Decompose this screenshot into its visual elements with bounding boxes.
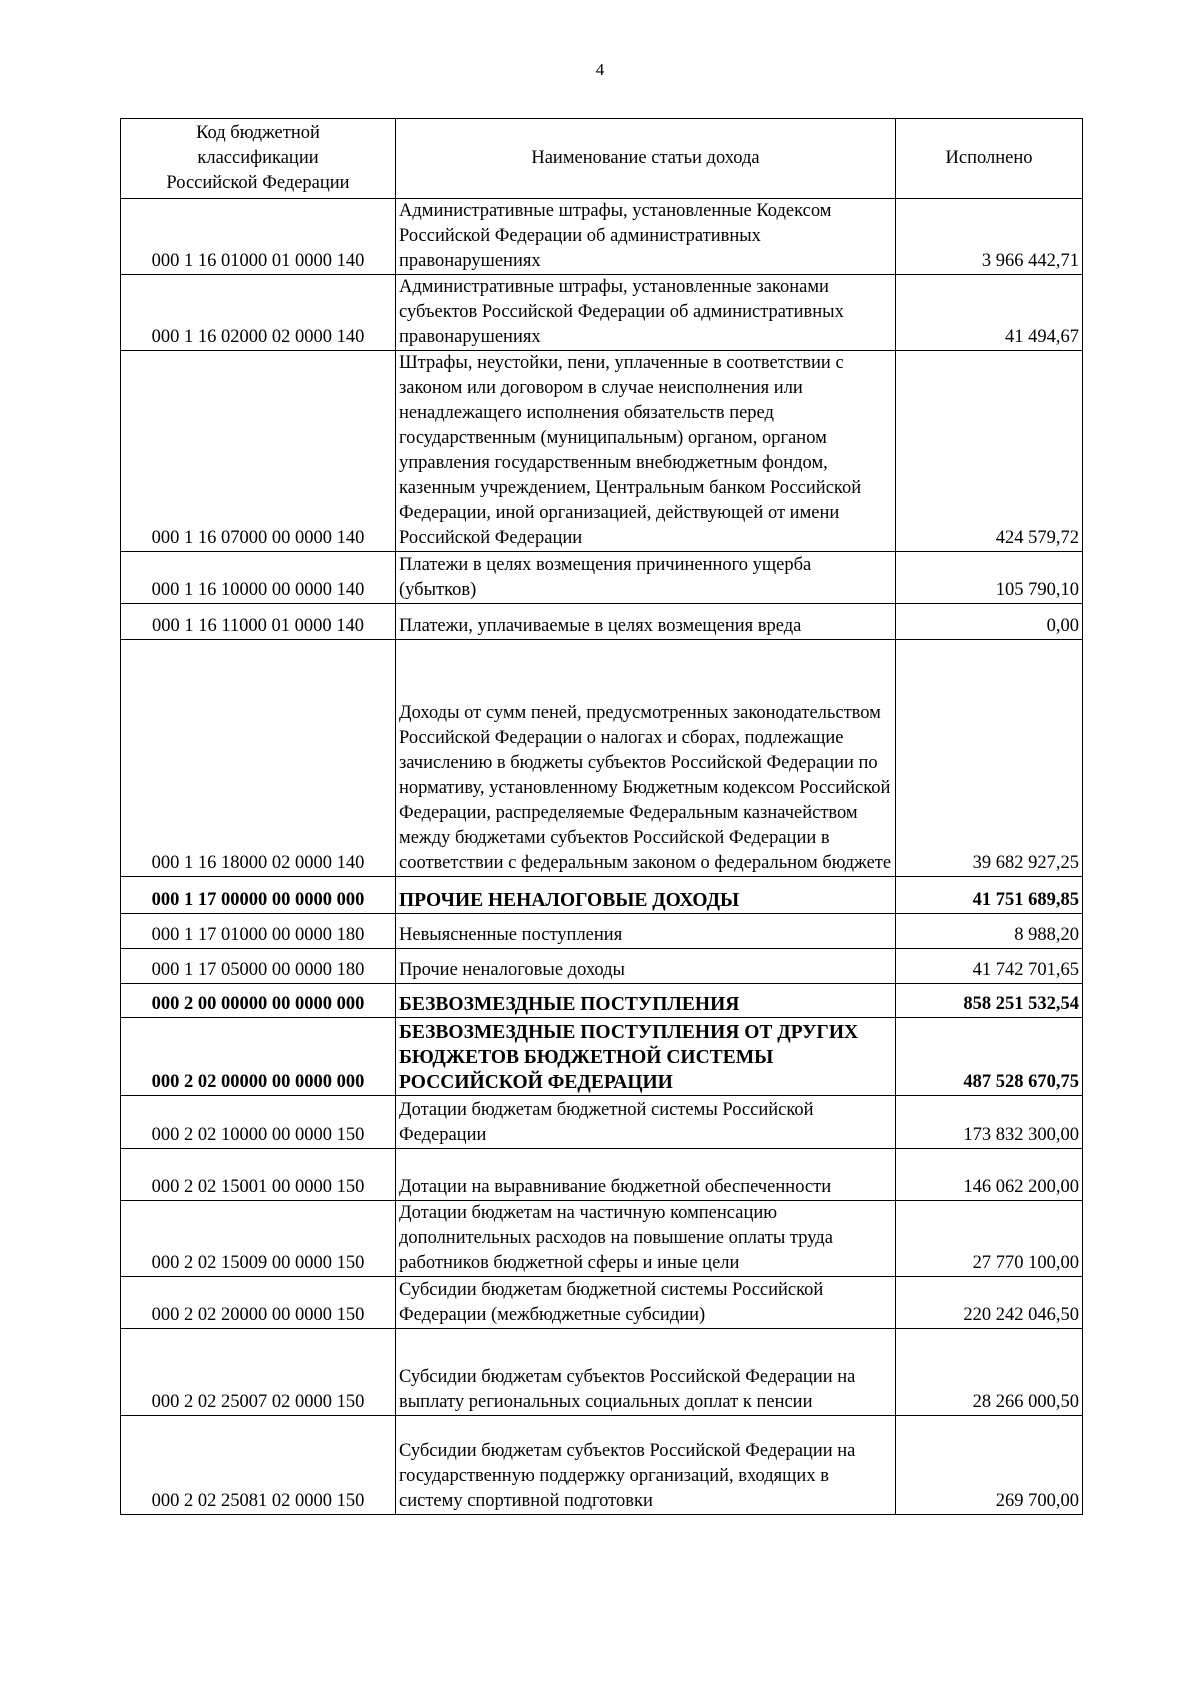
cell-code: 000 2 02 10000 00 0000 150 — [121, 1096, 396, 1149]
cell-name: Доходы от сумм пеней, предусмотренных законодательством Российской Федерации о налогах и сборах, подлежащие зачислению в бюджеты субъектов Российской Федерации по нормативу, установленному Бюджетным кодексом Российской Федерации, распределяемые Федеральным казначейством между бюджетами субъектов Российской Федерации в соответствии с федеральным законом о федеральном бюджете — [396, 640, 896, 877]
cell-amount: 27 770 100,00 — [896, 1201, 1083, 1277]
cell-code: 000 1 17 05000 00 0000 180 — [121, 949, 396, 984]
cell-amount: 105 790,10 — [896, 552, 1083, 604]
table-row — [121, 1149, 1083, 1201]
cell-amount: 41 494,67 — [896, 275, 1083, 351]
cell-amount: 8 988,20 — [896, 914, 1083, 949]
cell-amount: 41 751 689,85 — [896, 877, 1083, 914]
cell-amount: 146 062 200,00 — [896, 1149, 1083, 1201]
header-code — [121, 119, 396, 199]
cell-code: 000 1 16 18000 02 0000 140 — [121, 640, 396, 877]
cell-code: 000 1 17 00000 00 0000 000 — [121, 877, 396, 914]
cell-name: БЕЗВОЗМЕЗДНЫЕ ПОСТУПЛЕНИЯ ОТ ДРУГИХ БЮДЖЕТОВ БЮДЖЕТНОЙ СИСТЕМЫ РОССИЙСКОЙ ФЕДЕРАЦИИ — [396, 1018, 896, 1096]
cell-code: 000 1 16 02000 02 0000 140 — [121, 275, 396, 351]
cell-name: ПРОЧИЕ НЕНАЛОГОВЫЕ ДОХОДЫ — [396, 877, 896, 914]
table-row — [121, 604, 1083, 640]
table-row — [121, 351, 1083, 552]
table-row-total — [121, 984, 1083, 1018]
cell-name: Невыясненные поступления — [396, 914, 896, 949]
table-header-row — [121, 119, 1083, 199]
header-code-line: Код бюджетной — [196, 123, 320, 143]
cell-code: 000 1 16 07000 00 0000 140 — [121, 351, 396, 552]
cell-code: 000 2 02 20000 00 0000 150 — [121, 1277, 396, 1329]
table-row — [121, 1096, 1083, 1149]
cell-amount: 269 700,00 — [896, 1416, 1083, 1515]
cell-code: 000 2 00 00000 00 0000 000 — [121, 984, 396, 1018]
table-row — [121, 1329, 1083, 1416]
cell-name: Административные штрафы, установленные Кодексом Российской Федерации об административных правонарушениях — [396, 199, 896, 275]
cell-name: Платежи в целях возмещения причиненного ущерба (убытков) — [396, 552, 896, 604]
cell-amount: 173 832 300,00 — [896, 1096, 1083, 1149]
cell-name: Прочие неналоговые доходы — [396, 949, 896, 984]
table-row-total — [121, 1018, 1083, 1096]
cell-amount: 858 251 532,54 — [896, 984, 1083, 1018]
cell-code: 000 2 02 25081 02 0000 150 — [121, 1416, 396, 1515]
cell-amount: 41 742 701,65 — [896, 949, 1083, 984]
cell-code: 000 2 02 00000 00 0000 000 — [121, 1018, 396, 1096]
cell-name: БЕЗВОЗМЕЗДНЫЕ ПОСТУПЛЕНИЯ — [396, 984, 896, 1018]
cell-code: 000 2 02 25007 02 0000 150 — [121, 1329, 396, 1416]
table-row — [121, 914, 1083, 949]
cell-code: 000 1 16 01000 01 0000 140 — [121, 199, 396, 275]
table-row — [121, 949, 1083, 984]
cell-amount: 3 966 442,71 — [896, 199, 1083, 275]
cell-code: 000 1 16 10000 00 0000 140 — [121, 552, 396, 604]
table-row — [121, 1416, 1083, 1515]
table-row — [121, 552, 1083, 604]
cell-code: 000 1 16 11000 01 0000 140 — [121, 604, 396, 640]
cell-amount: 220 242 046,50 — [896, 1277, 1083, 1329]
cell-amount: 424 579,72 — [896, 351, 1083, 552]
table-row — [121, 640, 1083, 877]
cell-name: Штрафы, неустойки, пени, уплаченные в соответствии с законом или договором в случае неисполнения или ненадлежащего исполнения обязательств перед государственным (муниципальным) органом, органом управления государственным внебюджетным фондом, казенным учреждением, Центральным банком Российской Федерации, иной организацией, действующей от имени Российской Федерации — [396, 351, 896, 552]
cell-name: Дотации бюджетам на частичную компенсацию дополнительных расходов на повышение оплаты труда работников бюджетной сферы и иные цели — [396, 1201, 896, 1277]
header-amount: Исполнено — [896, 119, 1083, 199]
header-code-line: Российской Федерации — [166, 173, 350, 193]
cell-code: 000 2 02 15009 00 0000 150 — [121, 1201, 396, 1277]
cell-amount: 487 528 670,75 — [896, 1018, 1083, 1096]
table-row — [121, 275, 1083, 351]
table-row — [121, 1277, 1083, 1329]
cell-name: Субсидии бюджетам бюджетной системы Российской Федерации (межбюджетные субсидии) — [396, 1277, 896, 1329]
table-row-total — [121, 877, 1083, 914]
cell-amount: 39 682 927,25 — [896, 640, 1083, 877]
cell-name: Дотации бюджетам бюджетной системы Российской Федерации — [396, 1096, 896, 1149]
cell-name: Субсидии бюджетам субъектов Российской Федерации на государственную поддержку организаций, входящих в систему спортивной подготовки — [396, 1416, 896, 1515]
table-row — [121, 1201, 1083, 1277]
cell-name: Субсидии бюджетам субъектов Российской Федерации на выплату региональных социальных доплат к пенсии — [396, 1329, 896, 1416]
revenue-table — [120, 118, 1083, 1515]
cell-code: 000 1 17 01000 00 0000 180 — [121, 914, 396, 949]
cell-amount: 0,00 — [896, 604, 1083, 640]
cell-name: Платежи, уплачиваемые в целях возмещения вреда — [396, 604, 896, 640]
header-name: Наименование статьи дохода — [396, 119, 896, 199]
cell-amount: 28 266 000,50 — [896, 1329, 1083, 1416]
header-code-line: классификации — [197, 148, 319, 168]
cell-name: Административные штрафы, установленные законами субъектов Российской Федерации об административных правонарушениях — [396, 275, 896, 351]
cell-name: Дотации на выравнивание бюджетной обеспеченности — [396, 1149, 896, 1201]
page-number: 4 — [595, 60, 605, 79]
table-row — [121, 199, 1083, 275]
cell-code: 000 2 02 15001 00 0000 150 — [121, 1149, 396, 1201]
